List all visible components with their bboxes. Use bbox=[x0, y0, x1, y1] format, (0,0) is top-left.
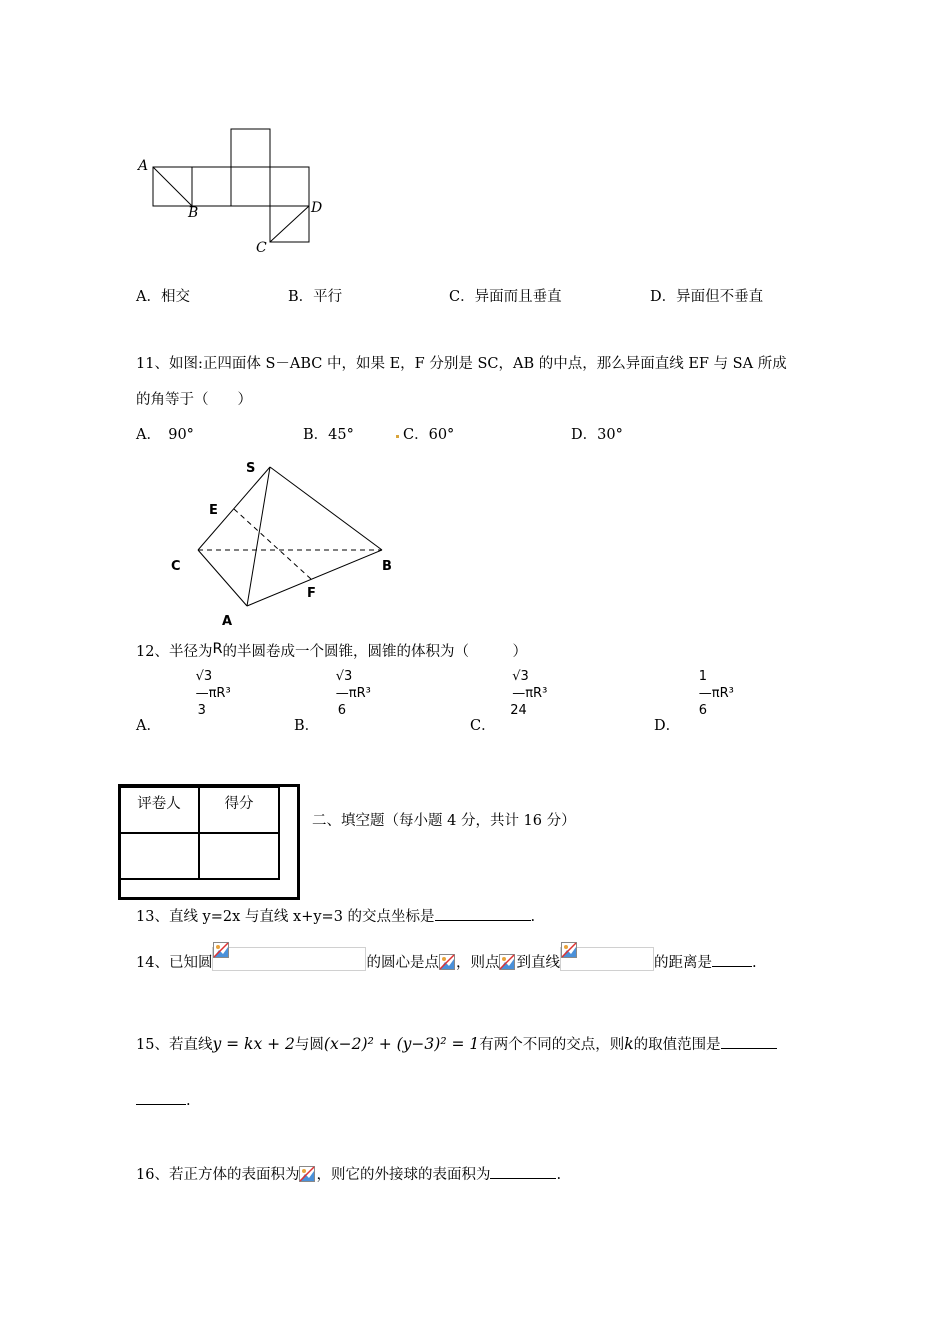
fraction-denominator: 6 bbox=[337, 703, 347, 718]
fraction-tail: πR³ bbox=[208, 686, 231, 701]
answer-blank[interactable] bbox=[721, 1048, 777, 1049]
point-image bbox=[439, 954, 456, 970]
q12-option-a bbox=[136, 669, 231, 735]
q12-stem bbox=[136, 640, 527, 661]
q10-option-d: D．异面但不垂直 bbox=[650, 289, 764, 305]
score-cell-grader[interactable] bbox=[119, 833, 199, 879]
score-table bbox=[118, 786, 280, 880]
point-image bbox=[499, 954, 516, 970]
fraction: 1 —πR³ 6 bbox=[698, 669, 734, 718]
q12-option-b bbox=[294, 669, 371, 735]
q15-p4: 的取值范围是 bbox=[633, 1037, 721, 1053]
broken-image-icon bbox=[561, 942, 577, 958]
q10-option-b: B．平行 bbox=[288, 289, 343, 305]
net-label-d: D bbox=[311, 200, 323, 216]
fraction: √3 —πR³ 24 bbox=[510, 669, 548, 718]
q11-option-c: C．60° bbox=[403, 427, 455, 443]
q13-post: . bbox=[530, 909, 536, 925]
option-letter: B． bbox=[294, 717, 320, 734]
q13 bbox=[136, 905, 535, 926]
line-equation: y = kx + 2 bbox=[212, 1035, 295, 1053]
fraction: √3 —πR³ 6 bbox=[335, 669, 371, 718]
answer-blank[interactable] bbox=[712, 966, 752, 967]
q14 bbox=[136, 947, 757, 972]
q14-p4: 到直线 bbox=[516, 955, 560, 971]
net-label-a: A bbox=[138, 158, 149, 174]
small-mark-dot bbox=[396, 435, 399, 438]
option-letter: D． bbox=[654, 717, 681, 734]
q15-p1: 15、若直线 bbox=[136, 1037, 213, 1053]
score-header-grader: 评卷人 bbox=[119, 787, 199, 833]
q12-option-d bbox=[654, 669, 734, 735]
q16-p1: 16、若正方体的表面积为 bbox=[136, 1167, 300, 1183]
tetra-label-c: C bbox=[171, 559, 181, 574]
line-equation-image bbox=[560, 947, 654, 971]
q10-option-a: A．相交 bbox=[136, 289, 190, 305]
tetra-label-e: E bbox=[209, 503, 218, 518]
answer-blank[interactable] bbox=[490, 1178, 556, 1179]
q13-pre: 13、直线 y=2x 与直线 x+y=3 的交点坐标是 bbox=[136, 909, 435, 925]
q15-p3: 有两个不同的交点，则 bbox=[479, 1037, 625, 1053]
q16-p3: . bbox=[556, 1167, 562, 1183]
cube-net-figure bbox=[130, 120, 340, 260]
q11-option-d: D．30° bbox=[571, 427, 623, 443]
tetra-label-a: A bbox=[222, 614, 233, 629]
tetra-label-b: B bbox=[382, 559, 392, 574]
broken-image-icon bbox=[213, 942, 229, 958]
option-letter: A． bbox=[136, 717, 161, 734]
fraction-tail: πR³ bbox=[348, 686, 371, 701]
q14-p3: ，则点 bbox=[455, 955, 500, 971]
q15-end: . bbox=[186, 1093, 191, 1109]
q11-option-a: A． 90° bbox=[136, 427, 194, 443]
radius-symbol: R bbox=[212, 641, 223, 657]
tetra-label-f: F bbox=[307, 586, 316, 601]
q10-option-c: C．异面而且垂直 bbox=[449, 289, 562, 305]
q14-p2: 的圆心是点 bbox=[366, 955, 439, 971]
broken-image-icon bbox=[299, 1166, 315, 1182]
q15-p2: 与圆 bbox=[294, 1037, 324, 1053]
fraction-tail: πR³ bbox=[711, 686, 734, 701]
q11-stem-line1: 11、如图:正四面体 S－ABC 中，如果 E，F 分别是 SC，AB 的中点，那么异面直线 EF 与 SA 所成 bbox=[136, 356, 787, 372]
surface-area-image bbox=[299, 1166, 316, 1182]
net-label-c: C bbox=[256, 240, 267, 256]
score-header-score: 得分 bbox=[199, 787, 279, 833]
tetrahedron-figure bbox=[160, 455, 410, 630]
circle-equation: (x−2)² + (y−3)² = 1 bbox=[323, 1035, 480, 1053]
q12-option-c bbox=[470, 669, 548, 735]
q16 bbox=[136, 1163, 561, 1184]
score-cell-score[interactable] bbox=[199, 833, 279, 879]
fraction-numerator: √3 bbox=[512, 669, 529, 684]
q16-p2: ，则它的外接球的表面积为 bbox=[316, 1167, 491, 1183]
fraction-numerator: 1 bbox=[698, 669, 708, 684]
q11-stem-line2: 的角等于（ ） bbox=[136, 392, 252, 408]
broken-image-icon bbox=[499, 954, 515, 970]
fraction-numerator: √3 bbox=[335, 669, 353, 684]
fraction-denominator: 6 bbox=[698, 703, 708, 718]
fraction-denominator: 3 bbox=[197, 703, 206, 718]
q12-stem-pre: 12、半径为 bbox=[136, 644, 213, 660]
q14-p1: 14、已知圆 bbox=[136, 955, 213, 971]
fraction-numerator: √3 bbox=[195, 669, 213, 684]
fraction-tail: πR³ bbox=[525, 686, 548, 701]
section-title: 二、填空题（每小题 4 分，共计 16 分） bbox=[312, 813, 576, 829]
k-symbol: k bbox=[624, 1035, 634, 1053]
net-label-b: B bbox=[188, 205, 199, 221]
circle-equation-image bbox=[212, 947, 366, 971]
broken-image-icon bbox=[439, 954, 455, 970]
q12-stem-post: 的半圆卷成一个圆锥，圆锥的体积为（ ） bbox=[222, 644, 528, 660]
q14-p5: 的距离是 bbox=[653, 955, 712, 971]
fraction: √3 —πR³ 3 bbox=[195, 669, 231, 718]
q14-p6: . bbox=[751, 955, 757, 971]
option-letter: C． bbox=[470, 717, 496, 734]
q15-line1 bbox=[136, 1033, 777, 1054]
tetra-label-s: S bbox=[246, 461, 256, 476]
answer-blank[interactable] bbox=[435, 920, 531, 921]
q11-option-b: B．45° bbox=[303, 427, 354, 443]
fraction-denominator: 24 bbox=[510, 703, 527, 718]
q15-line2 bbox=[136, 1093, 191, 1109]
answer-blank-continued[interactable] bbox=[136, 1104, 186, 1105]
